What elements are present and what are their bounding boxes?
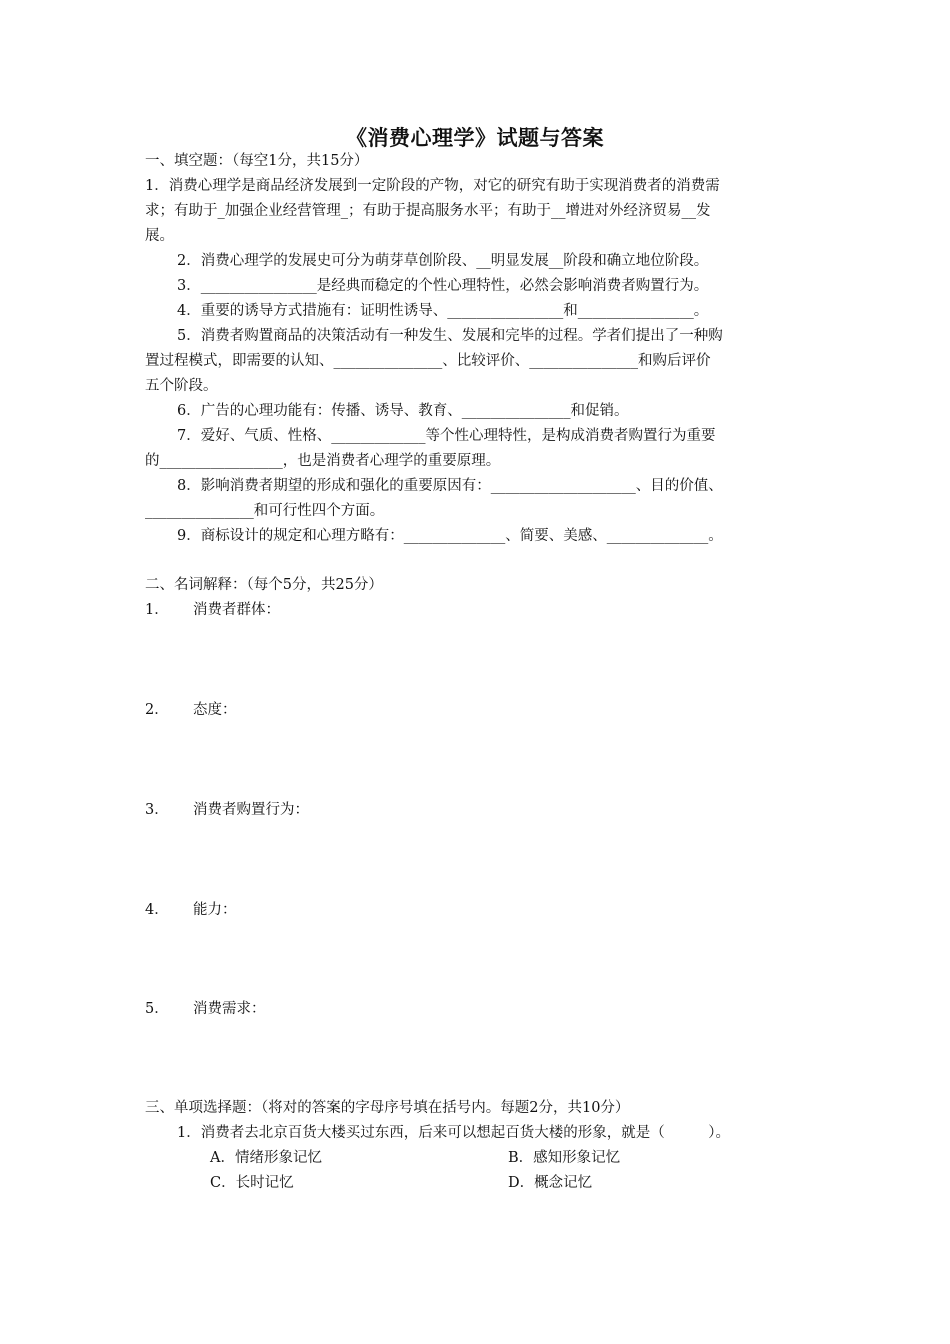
question-9: 9．商标设计的规定和心理方略有：______________、简要、美感、______________。 (177, 528, 723, 544)
definition-item (145, 598, 815, 623)
definition-term: 消费需求： (193, 1001, 266, 1017)
definition-number: 5． (145, 1001, 169, 1017)
definition-item (145, 798, 815, 823)
option-a: A．情绪形象记忆 (210, 1150, 322, 1166)
question-3: 3．________________是经典而稳定的个性心理特性，必然会影响消费者购置行为。 (177, 278, 709, 294)
definition-number: 3． (145, 802, 169, 818)
definition-term: 消费者群体： (193, 602, 280, 618)
definition-number: 1． (145, 602, 169, 618)
section-heading-multiple-choice: 三、单项选择题：（将对的答案的字母序号填在括号内。每题2分，共10分） (145, 1100, 630, 1116)
question-1-line-1: 1．消费心理学是商品经济发展到一定阶段的产物，对它的研究有助于实现消费者的消费需 (145, 178, 720, 194)
question-8-line-1: 8．影响消费者期望的形成和强化的重要原因有：____________________、目的价值、 (177, 478, 723, 494)
question-7-line-2: 的_________________，也是消费者心理学的重要原理。 (145, 453, 501, 469)
question-5-line-1: 5．消费者购置商品的决策活动有一种发生、发展和完毕的过程。学者们提出了一种购 (177, 328, 723, 344)
question-1-line-2: 求；有助于_加强企业经营管理_；有助于提高服务水平；有助于__增进对外经济贸易__发 (145, 203, 711, 219)
section-heading-fill-blank: 一、填空题：（每空1分，共15分） (145, 153, 369, 169)
option-c: C．长时记忆 (210, 1175, 294, 1191)
question-7-line-1: 7．爱好、气质、性格、_____________等个性心理特性，是构成消费者购置行为重要 (177, 428, 716, 444)
question-2: 2．消费心理学的发展史可分为萌芽草创阶段、__明显发展__阶段和确立地位阶段。 (177, 253, 709, 269)
definition-item (145, 997, 815, 1022)
definition-number: 2． (145, 702, 169, 718)
definition-item (145, 698, 815, 723)
question-4: 4．重要的诱导方式措施有：证明性诱导、________________和________________。 (177, 303, 709, 319)
definition-term: 消费者购置行为： (193, 802, 309, 818)
definition-term: 能力： (193, 902, 237, 918)
choice-question-1: 1．消费者去北京百货大楼买过东西，后来可以想起百货大楼的形象，就是（ ）。 (177, 1125, 730, 1141)
question-6: 6．广告的心理功能有：传播、诱导、教育、_______________和促销。 (177, 403, 629, 419)
option-d: D．概念记忆 (508, 1175, 593, 1191)
question-1-line-3: 展。 (145, 228, 174, 244)
section-heading-definitions: 二、名词解释：（每个5分，共25分） (145, 577, 383, 593)
option-b: B．感知形象记忆 (508, 1150, 621, 1166)
definition-number: 4． (145, 902, 169, 918)
question-5-line-2: 置过程模式，即需要的认知、_______________、比较评价、_______________和购后评价 (145, 353, 711, 369)
definition-term: 态度： (193, 702, 237, 718)
definition-item (145, 898, 815, 923)
page-title: 《消费心理学》试题与答案 (346, 125, 604, 150)
question-8-line-2: _______________和可行性四个方面。 (145, 503, 385, 519)
question-5-line-3: 五个阶段。 (145, 378, 218, 394)
